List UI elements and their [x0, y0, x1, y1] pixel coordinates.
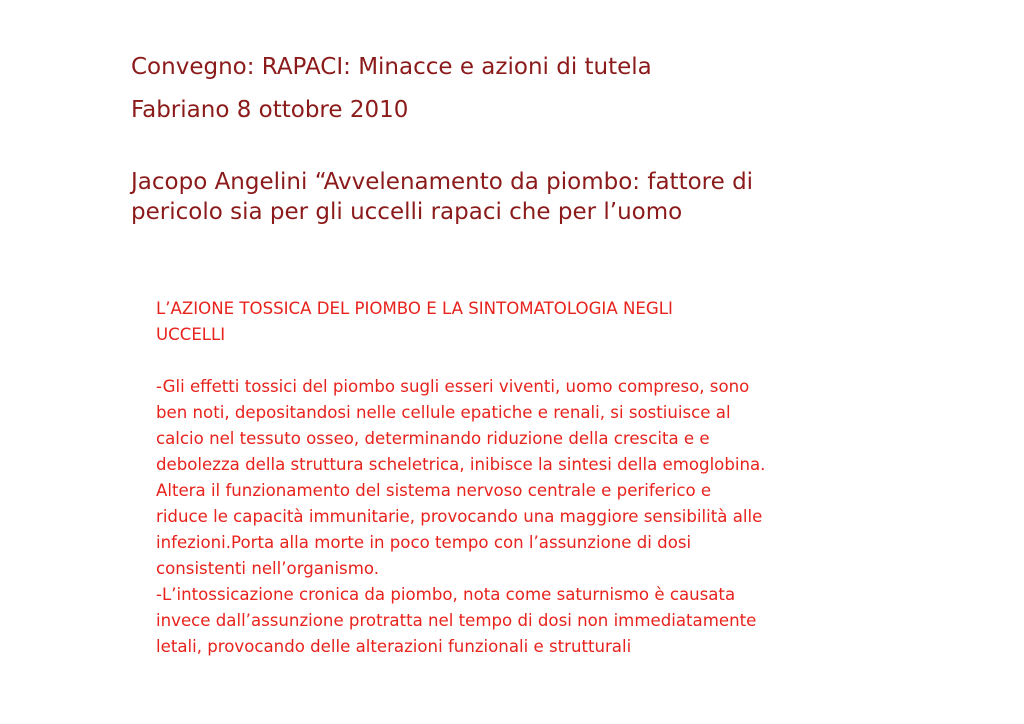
paragraph-toxic-effects: -Gli effetti tossici del piombo sugli esseri viventi, uomo compreso, sono ben noti, depositandosi nelle cellule epatiche e renali, si sostiuisce al calcio nel tessuto osseo, determinando riduzione della crescita e e debolezza della struttura scheletrica, inibisce la sintesi della emoglobina. Altera il funzionamento del sistema nervoso centrale e periferico e riduce le capacità immunitarie, provocando una maggiore sensibilità alle infezioni.Porta alla morte in poco tempo con l’assunzione di dosi consistenti nell’organismo.	[156, 377, 766, 578]
conference-date: Fabriano 8 ottobre 2010	[131, 97, 409, 123]
paragraph-chronic-intoxication: -L’intossicazione cronica da piombo, nota come saturnismo è causata invece dall’assunzione protratta nel tempo di dosi non immediatamente letali, provocando delle alterazioni funzionali e strutturali	[156, 585, 757, 656]
spacer	[156, 348, 856, 374]
section-title: L’AZIONE TOSSICA DEL PIOMBO E LA SINTOMATOLOGIA NEGLI UCCELLI	[156, 299, 673, 344]
conference-title: Convegno: RAPACI: Minacce e azioni di tutela	[131, 54, 652, 80]
talk-title: Jacopo Angelini “Avvelenamento da piombo: fattore di pericolo sia per gli uccelli rapaci che per l’uomo	[131, 169, 754, 225]
slide-body	[156, 296, 856, 660]
